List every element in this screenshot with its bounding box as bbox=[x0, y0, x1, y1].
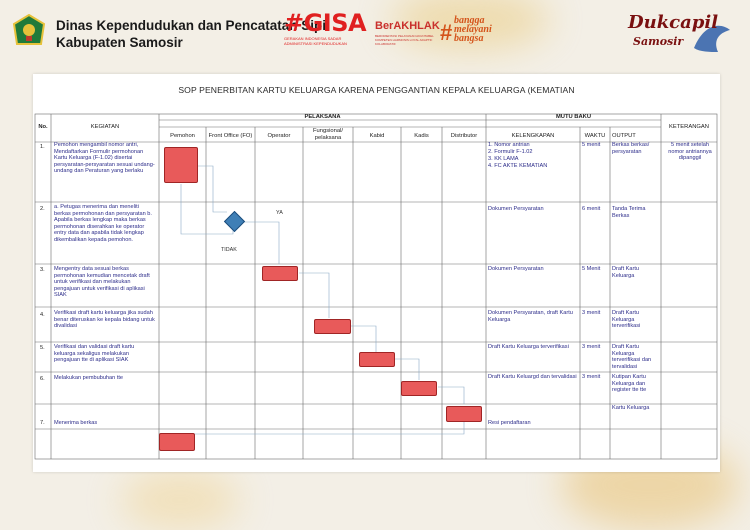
header-output: OUTPUT bbox=[612, 133, 636, 139]
agency-title-line2: Kabupaten Samosir bbox=[56, 35, 183, 50]
bangga-line1: bangga bbox=[454, 15, 485, 26]
gisa-logo-subtext: GERAKAN INDONESIA SADAR ADMINISTRASI KEPENDUDUKAN bbox=[284, 36, 347, 46]
row-waktu: 3 menit bbox=[582, 310, 601, 316]
sop-title: SOP PENERBITAN KARTU KELUARGA KARENA PENGGANTIAN KEPALA KELUARGA (KEMATIAN bbox=[178, 85, 575, 95]
row-number: 3. bbox=[40, 267, 45, 273]
flow-process-step-4 bbox=[314, 319, 351, 334]
dukcapil-logo-subtext: Samosir bbox=[633, 35, 684, 48]
row-kegiatan: Mengentry data sesuai berkas permohonan kemudian mencetak draft untuk verifikasi dan melakukan pengajuan untuk verifikasi di aplikasi SIAK bbox=[54, 266, 150, 299]
bangga-melayani-logo bbox=[454, 16, 492, 43]
row-number: 6. bbox=[40, 376, 45, 382]
header-kabid: Kabid bbox=[369, 133, 385, 139]
bangga-line3: bangsa bbox=[454, 33, 484, 44]
row-number: 4. bbox=[40, 312, 45, 318]
row-waktu: 5 Menit bbox=[582, 266, 601, 272]
row-output: Berkas berkas/ persyaratan bbox=[612, 142, 650, 155]
row-keterangan: 5 menit setelah nomor antriannya dipanggil bbox=[668, 142, 712, 162]
gisa-logo-text: #GISA bbox=[284, 9, 367, 37]
row-number: 5. bbox=[40, 345, 45, 351]
row-kegiatan: a. Petugas menerima dan meneliti berkas permohonan dan persyaratan b. Apabila berkas lengkap maka berkas permohonan diserahkan ke operator entry data dan apabila tidak lengkap dikembalikan kepada pemohon. bbox=[54, 204, 152, 243]
dukcapil-logo-text: Dukcapil bbox=[628, 12, 719, 33]
row-kegiatan: Verifikasi draft kartu keluarga jika sudah benar diteruskan ke kepala bidang untuk divalidasi bbox=[54, 310, 155, 330]
row-kelengkapan: Resi pendaftaran bbox=[488, 420, 531, 426]
flow-label-ya: YA bbox=[276, 210, 283, 216]
row-kelengkapan: Dokumen Persyaratan bbox=[488, 266, 544, 272]
flow-process-step-7b bbox=[159, 433, 195, 451]
row-kegiatan: Melakukan pembubuhan tte bbox=[54, 375, 124, 381]
header bbox=[0, 0, 750, 62]
row-output: Kartu Keluarga bbox=[612, 405, 650, 411]
row-kelengkapan: Dokumen Persyaratan, draft Kartu Keluarga bbox=[488, 310, 573, 323]
row-kelengkapan: Dokumen Persyaratan bbox=[488, 206, 544, 212]
row-kelengkapan: Draft Kartu Keluargd dan tervalidasi bbox=[488, 374, 577, 380]
row-kelengkapan: Draft Kartu Keluarga terverifikasi bbox=[488, 344, 569, 350]
berakhlak-logo-subtext: BERORIENTASI PELAYANAN AKUNTABEL KOMPETEN HARMONIS LOYAL ADAPTIF KOLABORATIF bbox=[375, 34, 434, 46]
header-kegiatan: KEGIATAN bbox=[90, 124, 120, 130]
gisa-logo bbox=[284, 10, 366, 46]
row-output: Draft Kartu Keluarga terverifikasi dan tervalidasi bbox=[612, 344, 652, 370]
header-operator: Operator bbox=[267, 133, 291, 139]
sop-document bbox=[33, 74, 720, 472]
agency-title-line1: Dinas Kependudukan dan Pencatatan Sipil bbox=[56, 18, 330, 33]
header-distributor: Distributor bbox=[450, 133, 478, 139]
bangga-hash-icon: # bbox=[440, 20, 453, 45]
row-number: 1. bbox=[40, 144, 45, 150]
row-waktu: 5 menit bbox=[582, 142, 601, 148]
row-number: 2. bbox=[40, 206, 45, 212]
row-kelengkapan-item: 3. KK LAMA bbox=[488, 156, 519, 162]
flow-process-step-5 bbox=[359, 352, 395, 367]
row-kegiatan: Verifikasi dan validasi draft kartu keluarga sekaligus melakukan pengajuan tte di aplikasi SIAK bbox=[54, 344, 135, 364]
header-waktu: WAKTU bbox=[584, 133, 606, 139]
row-output: Tanda Terima Berkas bbox=[612, 206, 646, 219]
row-number: 7. bbox=[40, 420, 45, 426]
row-kelengkapan-item: 2. Formulir F-1.02 bbox=[488, 149, 533, 155]
header-fungsional: Fungsional/ pelaksana bbox=[313, 128, 343, 141]
row-output: Kutipan Kartu Keluarga dan register tte tte bbox=[612, 374, 647, 394]
row-kelengkapan-item: 4. FC AKTE KEMATIAN bbox=[488, 163, 548, 169]
header-mutu-baku: MUTU BAKU bbox=[555, 114, 592, 120]
samosir-emblem-icon bbox=[12, 14, 46, 48]
flow-label-tidak: TIDAK bbox=[221, 247, 237, 253]
row-waktu: 3 menit bbox=[582, 374, 601, 380]
row-output: Draft Kartu Keluarga terverifikasi bbox=[612, 310, 641, 330]
flow-process-step-7a bbox=[446, 406, 482, 422]
row-kegiatan: Menerima berkas bbox=[54, 420, 98, 426]
row-waktu: 3 menit bbox=[582, 344, 601, 350]
bangga-line2: melayani bbox=[454, 24, 492, 35]
header-no: No. bbox=[38, 124, 48, 130]
flow-process-step-3 bbox=[262, 266, 298, 281]
header-kadis: Kadis bbox=[414, 133, 429, 139]
row-waktu: 6 menit bbox=[582, 206, 601, 212]
header-pemohon: Pemohon bbox=[170, 133, 195, 139]
header-keterangan: KETERANGAN bbox=[669, 124, 709, 130]
flow-process-step-1 bbox=[164, 147, 198, 183]
header-pelaksana: PELAKSANA bbox=[304, 114, 341, 120]
row-kelengkapan-item: 1. Nomor antrian bbox=[488, 142, 530, 148]
row-output: Draft Kartu Keluarga bbox=[612, 266, 640, 279]
header-front-office: Front Office (FO) bbox=[208, 133, 253, 139]
header-kelengkapan: KELENGKAPAN bbox=[511, 133, 555, 139]
row-kegiatan: Pemohon mengambil nomor antri, Mendaftarkan Formulir permohonan Kartu Keluarga (F-1.02) disertai persyaratan-persyaratan sesuai undang-undang dan Peraturan yang berlaku bbox=[54, 142, 155, 175]
berakhlak-logo: BerAKHLAK bbox=[375, 20, 440, 32]
background-decoration bbox=[120, 470, 240, 530]
flow-process-step-6 bbox=[401, 381, 437, 396]
